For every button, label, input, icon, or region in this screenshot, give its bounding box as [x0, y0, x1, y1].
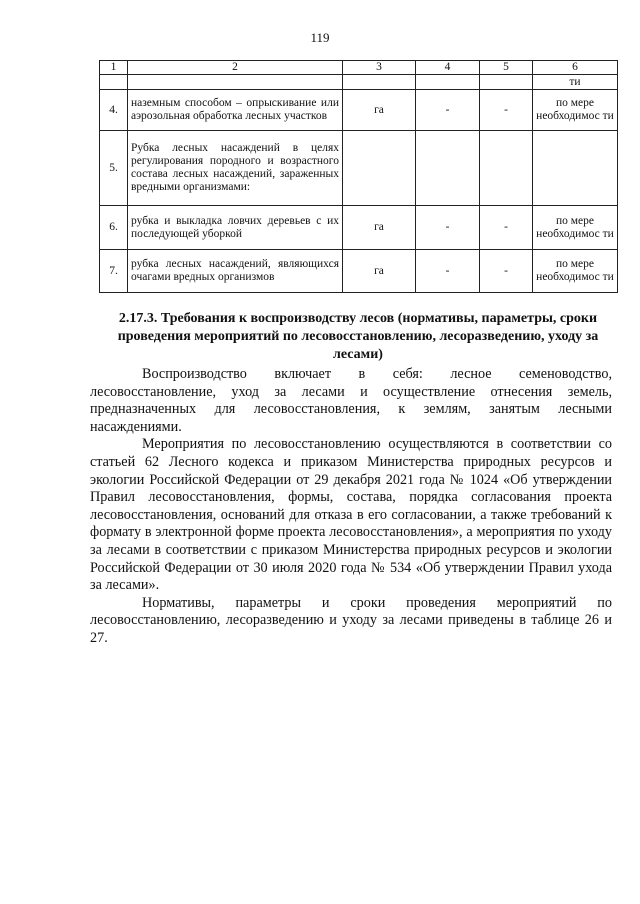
- section-heading: 2.17.3. Требования к воспроизводству лесов (нормативы, параметры, сроки проведения мероприятий по лесовосстановлению, лесоразведению, уходу за лесами): [117, 311, 599, 362]
- header-cell: 2: [128, 61, 343, 75]
- forest-measures-table: [99, 60, 618, 293]
- row-col5: -: [480, 90, 533, 131]
- row-number: 5.: [100, 131, 128, 206]
- header-cell: 3: [343, 61, 416, 75]
- row-note: [533, 131, 618, 206]
- header-cell: 1: [100, 61, 128, 75]
- row-description: рубка лесных насаждений, являющихся очагами вредных организмов: [128, 250, 343, 293]
- row-unit: га: [343, 206, 416, 250]
- row-number: 4.: [100, 90, 128, 131]
- row-col5: -: [480, 250, 533, 293]
- row-col4: -: [416, 250, 480, 293]
- row-col5: [480, 131, 533, 206]
- row-description: Рубка лесных насаждений в целях регулирования породного и возрастного состава лесных насаждений, зараженных вредными организмами:: [128, 131, 343, 206]
- row-col4: -: [416, 206, 480, 250]
- paragraph: Воспроизводство включает в себя: лесное семеноводство, лесовосстановление, уход за лесами и осуществление отнесения земель, предназначенных для лесовосстановления, к землям, занятым лесными насаждениями.: [90, 366, 612, 435]
- continuation-cell: ти: [533, 75, 618, 90]
- section-body: [90, 366, 612, 648]
- row-col5: -: [480, 206, 533, 250]
- header-cell: 5: [480, 61, 533, 75]
- row-note: по мере необходимос ти: [533, 250, 618, 293]
- header-cell: 6: [533, 61, 618, 75]
- row-col4: [416, 131, 480, 206]
- row-col4: -: [416, 90, 480, 131]
- row-description: наземным способом – опрыскивание или аэрозольная обработка лесных участков: [128, 90, 343, 131]
- row-unit: га: [343, 250, 416, 293]
- row-description: рубка и выкладка ловчих деревьев с их последующей уборкой: [128, 206, 343, 250]
- table-row: [100, 250, 618, 293]
- paragraph: Мероприятия по лесовосстановлению осуществляются в соответствии со статьей 62 Лесного кодекса и приказом Министерства природных ресурсов и экологии Российской Федерации от 29 декабря 2021 года № 1024 «Об утверждении Правил лесовосстановления, формы, состава, порядка согласования проекта лесовосстановления, оснований для отказа в его согласовании, а также требований к формату в электронной форме проекта лесовосстановления», а мероприятия по уходу за лесами в соответствии с приказом Министерства природных ресурсов и экологии Российской Федерации от 30 июля 2020 года № 534 «Об утверждении Правил ухода за лесами».: [90, 436, 612, 594]
- row-unit: га: [343, 90, 416, 131]
- header-cell: 4: [416, 61, 480, 75]
- row-note: по мере необходимос ти: [533, 90, 618, 131]
- page-number: 119: [310, 30, 330, 45]
- paragraph: Нормативы, параметры и сроки проведения мероприятий по лесовосстановлению, лесоразведению и уходу за лесами приведены в таблице 26 и 27.: [90, 594, 612, 646]
- row-note: по мере необходимос ти: [533, 206, 618, 250]
- row-unit: [343, 131, 416, 206]
- table-header-row: [100, 61, 618, 75]
- table-row-continuation: [100, 75, 618, 90]
- row-number: 6.: [100, 206, 128, 250]
- table-row: [100, 131, 618, 206]
- row-number: 7.: [100, 250, 128, 293]
- table-row: [100, 206, 618, 250]
- table-row: [100, 90, 618, 131]
